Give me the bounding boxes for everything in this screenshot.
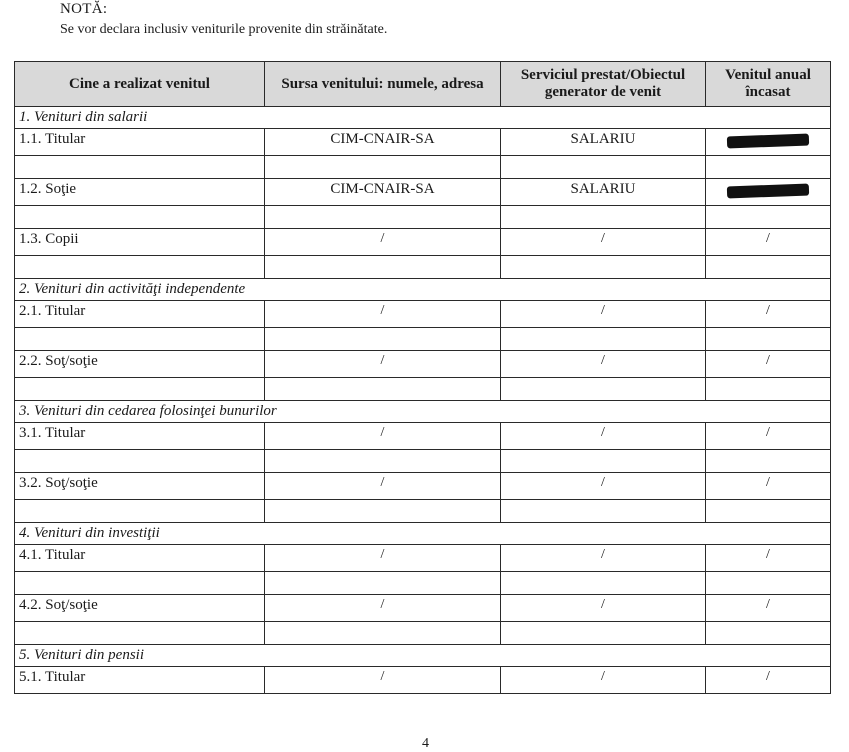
cell-who: 3.2. Soţ/soţie [15, 473, 265, 500]
blank-cell [265, 622, 501, 645]
cell-who: 1.1. Titular [15, 129, 265, 156]
blank-row [15, 156, 831, 179]
header-who: Cine a realizat venitul [15, 62, 265, 107]
section-header-row [15, 645, 831, 667]
blank-cell [501, 378, 706, 401]
cell-income: / [706, 351, 831, 378]
blank-cell [15, 450, 265, 473]
blank-cell [501, 156, 706, 179]
cell-service: SALARIU [501, 129, 706, 156]
cell-income-redacted [706, 129, 831, 156]
cell-service: / [501, 667, 706, 694]
blank-cell [265, 156, 501, 179]
blank-cell [265, 256, 501, 279]
note-text: Se vor declara inclusiv veniturile provenite din străinătate. [60, 22, 388, 37]
cell-income: / [706, 423, 831, 450]
cell-source: / [265, 595, 501, 622]
blank-cell [15, 378, 265, 401]
blank-row [15, 206, 831, 229]
cell-income: / [706, 667, 831, 694]
income-declaration-table [14, 61, 831, 694]
blank-cell [15, 206, 265, 229]
table-row [15, 667, 831, 694]
blank-cell [501, 450, 706, 473]
blank-row [15, 378, 831, 401]
blank-cell [15, 572, 265, 595]
redaction-mark [727, 134, 809, 149]
cell-income: / [706, 301, 831, 328]
table-row [15, 351, 831, 378]
blank-cell [15, 622, 265, 645]
table-header-row [15, 62, 831, 107]
note-title: NOTĂ: [60, 1, 108, 17]
blank-row [15, 622, 831, 645]
cell-income: / [706, 473, 831, 500]
blank-cell [706, 378, 831, 401]
table-row [15, 545, 831, 572]
cell-service: / [501, 301, 706, 328]
section-title: 3. Venituri din cedarea folosinţei bunurilor [15, 401, 831, 423]
blank-row [15, 256, 831, 279]
section-header-row [15, 523, 831, 545]
cell-who: 4.2. Soţ/soţie [15, 595, 265, 622]
header-source: Sursa venitului: numele, adresa [265, 62, 501, 107]
blank-cell [706, 328, 831, 351]
blank-row [15, 328, 831, 351]
cell-service: / [501, 229, 706, 256]
cell-source: CIM-CNAIR-SA [265, 179, 501, 206]
redaction-mark [727, 184, 809, 199]
section-header-row [15, 107, 831, 129]
cell-income: / [706, 229, 831, 256]
blank-cell [265, 328, 501, 351]
blank-cell [265, 378, 501, 401]
section-header-row [15, 279, 831, 301]
cell-income-redacted [706, 179, 831, 206]
blank-row [15, 450, 831, 473]
table-body [15, 107, 831, 694]
blank-cell [706, 156, 831, 179]
cell-who: 5.1. Titular [15, 667, 265, 694]
blank-cell [265, 206, 501, 229]
blank-cell [15, 156, 265, 179]
blank-cell [706, 500, 831, 523]
cell-who: 4.1. Titular [15, 545, 265, 572]
blank-cell [706, 256, 831, 279]
table-row [15, 179, 831, 206]
cell-source: / [265, 351, 501, 378]
header-service: Serviciul prestat/Obiectul generator de venit [501, 62, 706, 107]
cell-source: / [265, 667, 501, 694]
blank-cell [706, 206, 831, 229]
blank-cell [15, 256, 265, 279]
cell-source: / [265, 229, 501, 256]
blank-cell [501, 572, 706, 595]
blank-cell [265, 500, 501, 523]
table-row [15, 129, 831, 156]
blank-cell [706, 572, 831, 595]
cell-source: / [265, 423, 501, 450]
blank-cell [15, 328, 265, 351]
section-header-row [15, 401, 831, 423]
blank-cell [501, 500, 706, 523]
cell-source: / [265, 473, 501, 500]
blank-cell [15, 500, 265, 523]
blank-cell [265, 572, 501, 595]
cell-service: SALARIU [501, 179, 706, 206]
blank-row [15, 572, 831, 595]
cell-source: / [265, 301, 501, 328]
cell-who: 1.2. Soţie [15, 179, 265, 206]
page-number: 4 [422, 736, 429, 751]
cell-source: / [265, 545, 501, 572]
table-row [15, 595, 831, 622]
blank-cell [501, 328, 706, 351]
section-title: 4. Venituri din investiţii [15, 523, 831, 545]
table-row [15, 301, 831, 328]
cell-income: / [706, 545, 831, 572]
blank-cell [706, 622, 831, 645]
cell-who: 2.2. Soţ/soţie [15, 351, 265, 378]
table-row [15, 229, 831, 256]
cell-who: 2.1. Titular [15, 301, 265, 328]
cell-income: / [706, 595, 831, 622]
blank-cell [501, 622, 706, 645]
blank-cell [501, 206, 706, 229]
header-income: Venitul anual încasat [706, 62, 831, 107]
cell-service: / [501, 595, 706, 622]
cell-who: 3.1. Titular [15, 423, 265, 450]
cell-service: / [501, 423, 706, 450]
cell-service: / [501, 351, 706, 378]
section-title: 2. Venituri din activităţi independente [15, 279, 831, 301]
blank-cell [265, 450, 501, 473]
section-title: 1. Venituri din salarii [15, 107, 831, 129]
table-row [15, 473, 831, 500]
section-title: 5. Venituri din pensii [15, 645, 831, 667]
cell-who: 1.3. Copii [15, 229, 265, 256]
cell-service: / [501, 545, 706, 572]
blank-cell [501, 256, 706, 279]
cell-service: / [501, 473, 706, 500]
blank-row [15, 500, 831, 523]
table-row [15, 423, 831, 450]
cell-source: CIM-CNAIR-SA [265, 129, 501, 156]
blank-cell [706, 450, 831, 473]
